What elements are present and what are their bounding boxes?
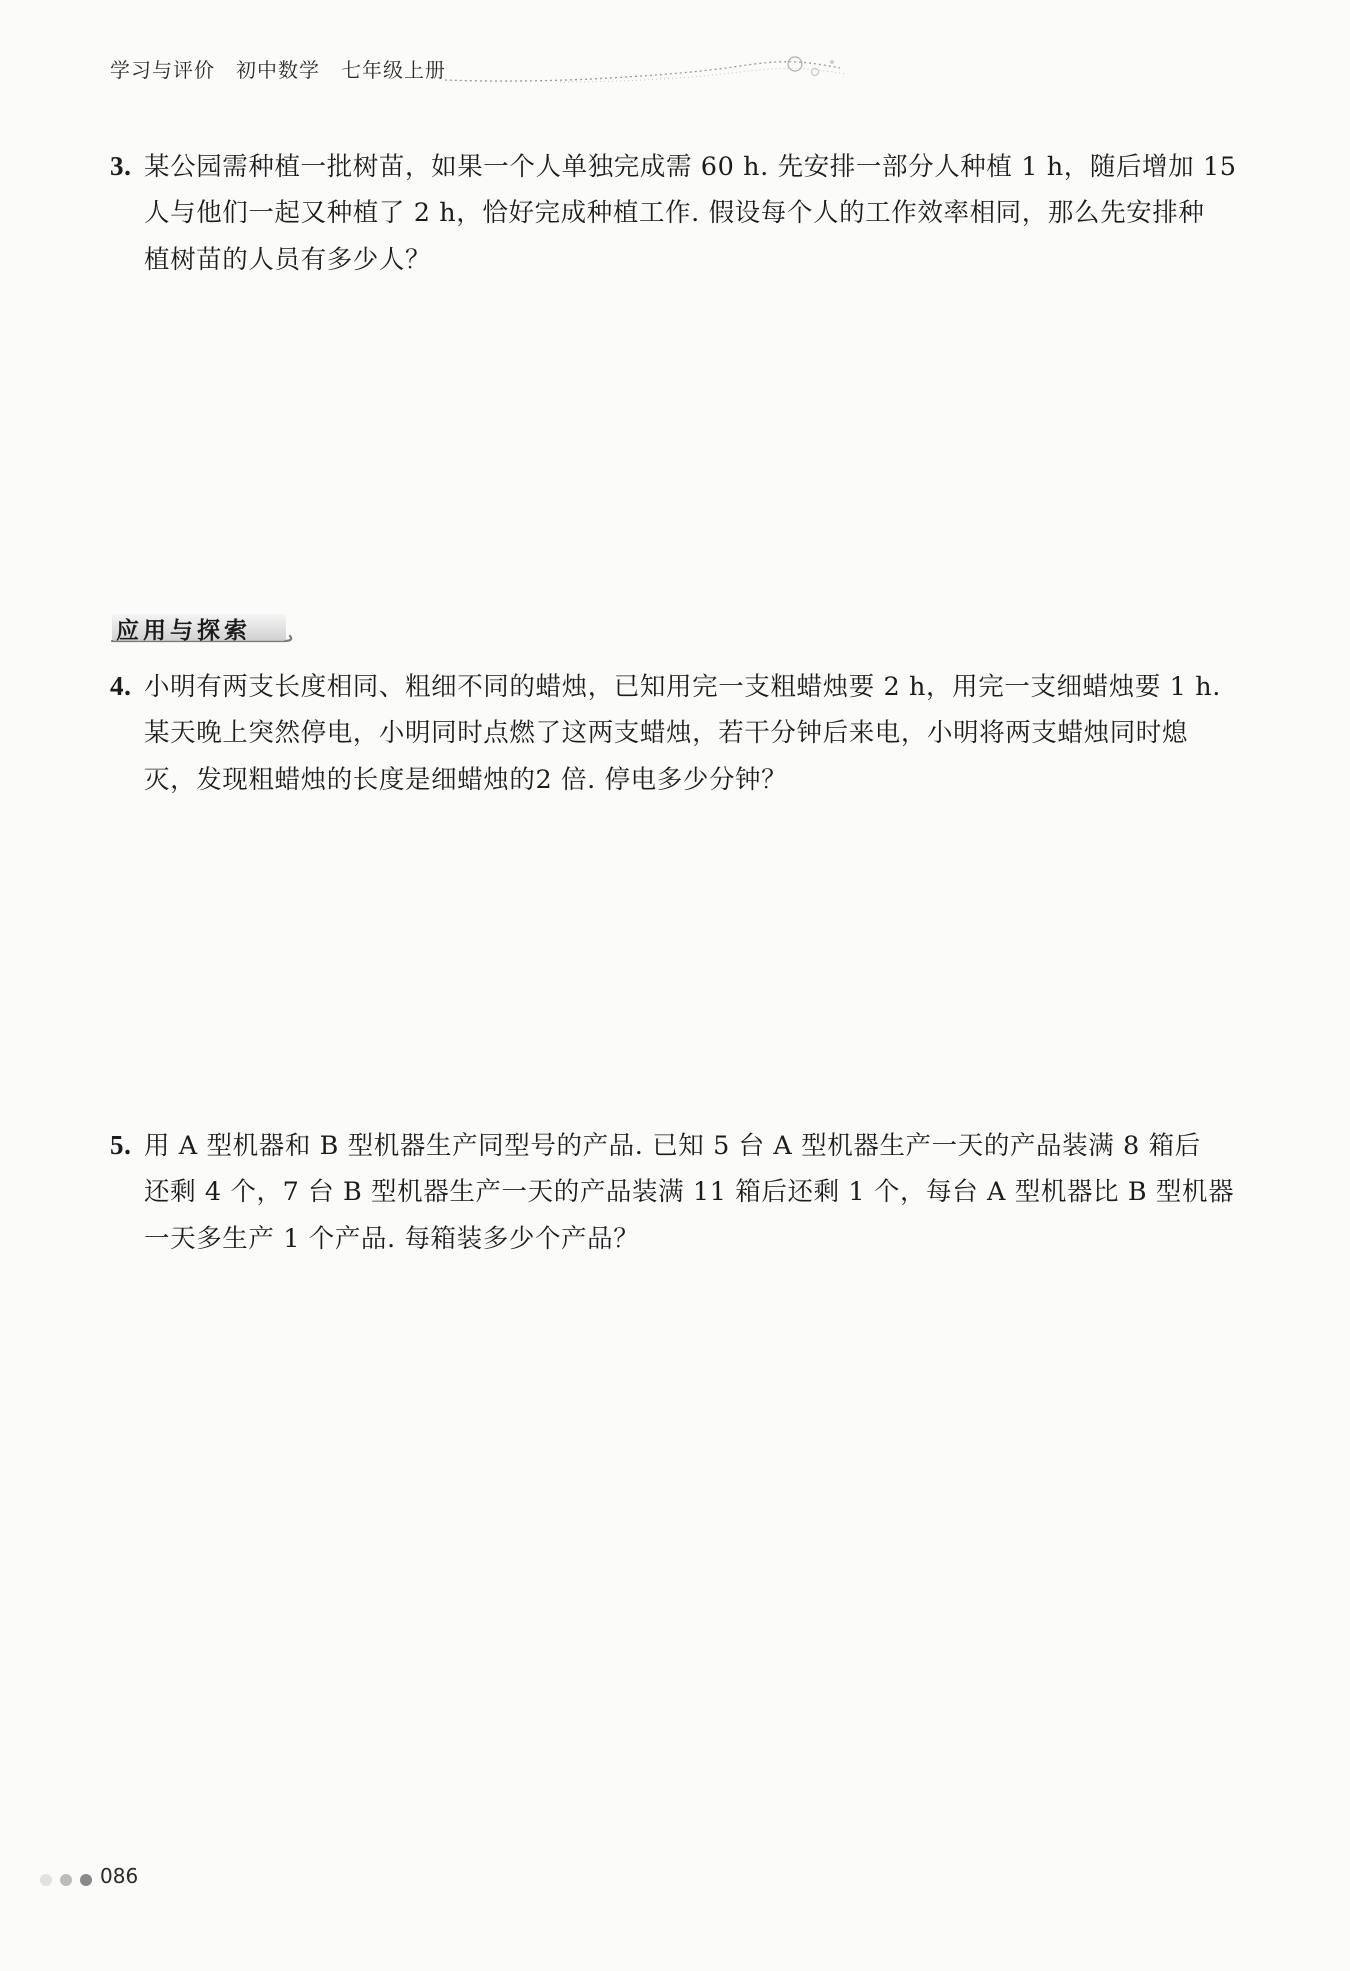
header-title: 学习与评价 初中数学 七年级上册 [110, 58, 446, 82]
question-4 [110, 663, 1235, 804]
page-footer [40, 1864, 240, 1894]
section-title: 应用与探索 [116, 618, 251, 644]
footer-dot-icon [60, 1874, 72, 1886]
question-5-text-3: 一天多生产 1 个产品. 每箱装多少个产品？ [144, 1224, 640, 1254]
question-5-number: 5. [110, 1130, 132, 1160]
question-5-line-1 [110, 1122, 1235, 1169]
question-4-text-3: 灭，发现粗蜡烛的长度是细蜡烛的2 倍. 停电多少分钟？ [144, 765, 788, 795]
section-badge [106, 610, 296, 650]
question-4-text-1: 小明有两支长度相同、粗细不同的蜡烛，已知用完一支粗蜡烛要 2 h，用完一支细蜡烛要 1 h. [144, 672, 1221, 702]
question-5-text-1: 用 A 型机器和 B 型机器生产同型号的产品. 已知 5 台 A 型机器生产一天的产品装满 8 箱后 [144, 1131, 1201, 1161]
footer-dot-icon [40, 1874, 52, 1886]
question-4-number: 4. [110, 671, 132, 701]
header-decoration-icon [440, 52, 850, 92]
question-5 [110, 1122, 1235, 1263]
question-3-text-1: 某公园需种植一批树苗，如果一个人单独完成需 60 h. 先安排一部分人种植 1 h，随后增加 15 [144, 152, 1237, 182]
question-3 [110, 143, 1235, 284]
question-4-text-2: 某天晚上突然停电，小明同时点燃了这两支蜡烛，若干分钟后来电，小明将两支蜡烛同时熄 [144, 718, 1189, 748]
question-3-text-2: 人与他们一起又种植了 2 h，恰好完成种植工作. 假设每个人的工作效率相同，那么先安排种 [144, 198, 1205, 228]
question-5-text-2: 还剩 4 个，7 台 B 型机器生产一天的产品装满 11 箱后还剩 1 个，每台 A 型机器比 B 型机器 [144, 1177, 1235, 1207]
footer-dot-icon [80, 1874, 92, 1886]
question-3-text-3: 植树苗的人员有多少人？ [144, 245, 432, 275]
page-header [110, 52, 1270, 92]
question-3-line-1 [110, 143, 1235, 190]
page-number: 086 [100, 1864, 139, 1888]
question-3-number: 3. [110, 151, 132, 181]
question-4-line-1 [110, 663, 1235, 710]
